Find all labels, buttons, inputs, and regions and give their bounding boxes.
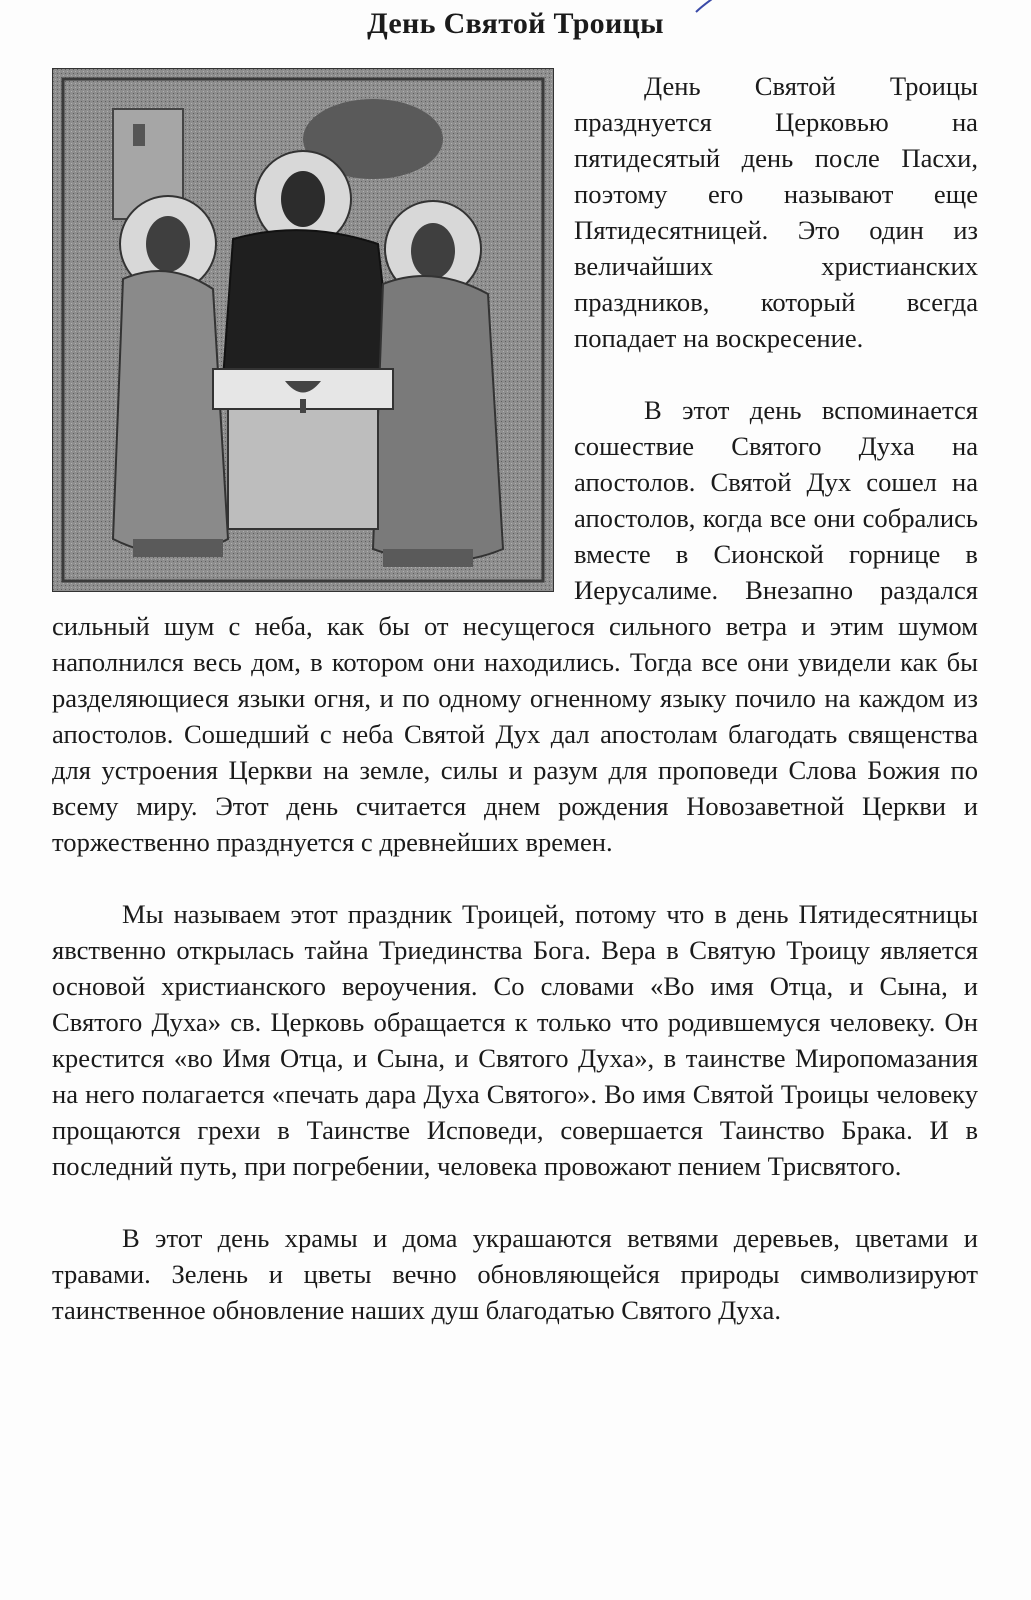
paragraph-4: В этот день храмы и дома украшаются ветвями деревьев, цветами и травами. Зелень и цветы вечно обновляющейся природы символизируют таинственное обновление наших душ благодатью Святого Духа.: [52, 1223, 978, 1325]
trinity-icon-image: [52, 68, 554, 592]
paragraph-2: В этот день вспоминается сошествие Святого Духа на апостолов. Святой Дух сошел на апостолов, когда все они собрались вместе в Сионской горнице в Иерусалиме. Внезапно раздался сильный шум с неба, как бы от несущегося сильного ветра и этим шумом наполнился весь дом, в котором они находились. Тогда все они увидели как бы разделяющиеся языки огня, и по одному огненному языку почило на каждом из апостолов. Сошедший с неба Святой Дух дал апостолам благодать священства для устроения Церкви на земле, силы и разум для проповеди Слова Божия по всему миру. Этот день считается днем рождения Новозаветной Церкви и торжественно празднуется с древнейших времен.: [52, 395, 978, 857]
page-title: День Святой Троицы: [367, 7, 664, 40]
paragraph-3: Мы называем этот праздник Троицей, потому что в день Пятидесятницы явственно открылась тайна Триединства Бога. Вера в Святую Троицу является основой христианского вероучения. Со словами «Во имя Отца, и Сына, и Святого Духа» св. Церковь обращается к только что родившемуся человеку. Он крестится «во Имя Отца, и Сына, и Святого Духа», в таинстве Миропомазания на него полагается «печать дара Духа Святого». Во имя Святой Троицы человеку прощаются грехи в Таинстве Исповеди, совершается Таинство Брака. И в последний путь, при погребении, человека провожают пением Трисвятого.: [52, 899, 978, 1181]
document-body: [52, 68, 978, 1328]
paragraph-1: День Святой Троицы празднуется Церковью на пятидесятый день после Пасхи, поэтому его называют еще Пятидесятницей. Это один из величайших христианских праздников, который всегда попадает на воскресение.: [574, 71, 978, 353]
